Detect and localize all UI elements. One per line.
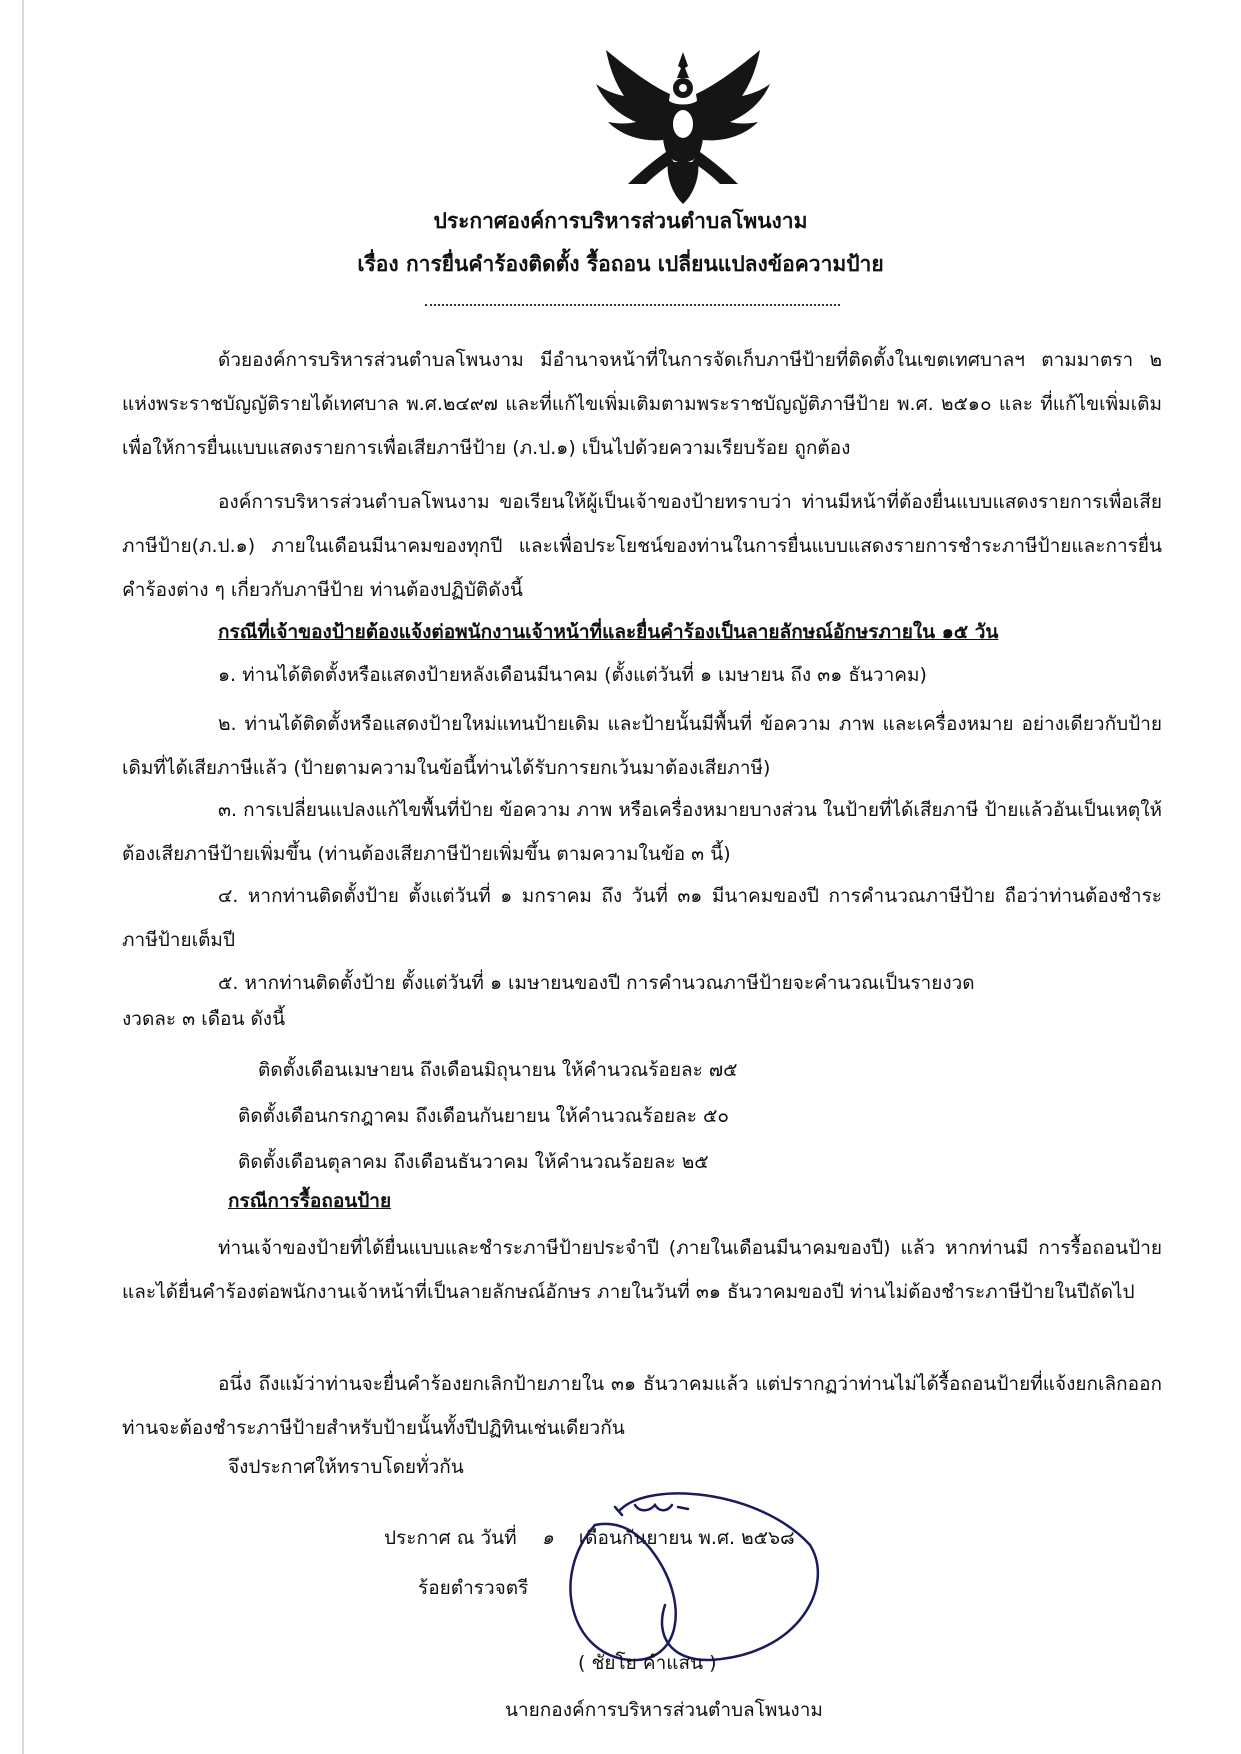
announcement-subject: เรื่อง การยื่นคำร้องติดตั้ง รื้อถอน เปลี่ยนแปลงข้อความป้าย <box>357 252 884 276</box>
item-4-text: ๔. หากท่านติดตั้งป้าย ตั้งแต่วันที่ ๑ มกราคม ถึง วันที่ ๓๑ มีนาคมของปี การคำนวณภาษีป้าย ถือว่าท่านต้องชำระภาษีป้ายเต็มปี <box>122 885 1162 951</box>
item-4 <box>122 874 1162 962</box>
dotted-divider <box>425 290 840 306</box>
paragraph-3-text: ท่านเจ้าของป้ายที่ได้ยื่นแบบและชำระภาษีป้ายประจำปี (ภายในเดือนมีนาคมของปี) แล้ว หากท่านมี การรื้อถอนป้ายและได้ยื่นคำร้องต่อพนักงานเจ้าหน้าที่เป็นลายลักษณ์อักษร ภายในวันที่ ๓๑ ธันวาคมของปี ท่านไม่ต้องชำระภาษีป้ายในปีถัดไป <box>122 1237 1162 1303</box>
paragraph-2-text: องค์การบริหารส่วนตำบลโพนงาม ขอเรียนให้ผู้เป็นเจ้าของป้ายทราบว่า ท่านมีหน้าที่ต้องยื่นแบบแสดงรายการเพื่อเสียภาษีป้าย(ภ.ป.๑) ภายในเดือนมีนาคมของทุกปี และเพื่อประโยชน์ของท่านในการยื่นแบบแสดงรายการชำระภาษีป้ายและการยื่นคำร้องต่าง ๆ เกี่ยวกับภาษีป้าย ท่านต้องปฏิบัติดังนี้ <box>122 491 1162 601</box>
heading-notify-within-15-days: กรณีที่เจ้าของป้ายต้องแจ้งต่อพนักงานเจ้าหน้าที่และยื่นคำร้องเป็นลายลักษณ์อักษรภายใน ๑๕ วัน <box>218 621 999 643</box>
signatory-name: ( ชัยโย คำแสน ) <box>578 1652 717 1674</box>
paragraph-1 <box>122 338 1162 470</box>
item-5-line-2: งวดละ ๓ เดือน ดังนี้ <box>122 1008 286 1030</box>
closing-statement: จึงประกาศให้ทราบโดยทั่วกัน <box>228 1456 464 1478</box>
heading-sign-removal: กรณีการรื้อถอนป้าย <box>228 1190 392 1212</box>
rate-april-june: ติดตั้งเดือนเมษายน ถึงเดือนมิถุนายน ให้คำนวณร้อยละ ๗๕ <box>258 1059 738 1081</box>
rate-july-september: ติดตั้งเดือนกรกฎาคม ถึงเดือนกันยายน ให้คำนวณร้อยละ ๕๐ <box>238 1105 729 1127</box>
paragraph-4-text: อนึ่ง ถึงแม้ว่าท่านจะยื่นคำร้องยกเลิกป้ายภายใน ๓๑ ธันวาคมแล้ว แต่ปรากฏว่าท่านไม่ได้รื้อถอนป้ายที่แจ้งยกเลิกออก ท่านจะต้องชำระภาษีป้ายสำหรับป้ายนั้นทั้งปีปฏิทินเช่นเดียวกัน <box>122 1373 1162 1439</box>
paragraph-4 <box>122 1362 1162 1450</box>
garuda-emblem-icon <box>588 44 778 209</box>
signatory-rank: ร้อยตำรวจตรี <box>418 1577 529 1599</box>
signatory-position: นายกองค์การบริหารส่วนตำบลโพนงาม <box>505 1699 823 1721</box>
item-1: ๑. ท่านได้ติดตั้งหรือแสดงป้ายหลังเดือนมีนาคม (ตั้งแต่วันที่ ๑ เมษายน ถึง ๓๑ ธันวาคม) <box>218 664 927 686</box>
item-5-line-1: ๕. หากท่านติดตั้งป้าย ตั้งแต่วันที่ ๑ เมษายนของปี การคำนวณภาษีป้ายจะคำนวณเป็นรายงวด <box>218 972 975 994</box>
date-day-handwritten: ๑ <box>541 1527 554 1549</box>
paragraph-2 <box>122 480 1162 612</box>
announcement-title: ประกาศองค์การบริหารส่วนตำบลโพนงาม <box>433 209 808 233</box>
rate-october-december: ติดตั้งเดือนตุลาคม ถึงเดือนธันวาคม ให้คำนวณร้อยละ ๒๕ <box>238 1151 709 1173</box>
paragraph-3 <box>122 1226 1162 1314</box>
paragraph-1-text: ด้วยองค์การบริหารส่วนตำบลโพนงาม มีอำนาจหน้าที่ในการจัดเก็บภาษีป้ายที่ติดตั้งในเขตเทศบาลฯ ตามมาตรา ๒ แห่งพระราชบัญญัติรายได้เทศบาล พ.ศ.๒๔๙๗ และที่แก้ไขเพิ่มเติมตามพระราชบัญญัติภาษีป้าย พ.ศ. ๒๕๑๐ และ ที่แก้ไขเพิ่มเติม เพื่อให้การยื่นแบบแสดงรายการเพื่อเสียภาษีป้าย (ภ.ป.๑) เป็นไปด้วยความเรียบร้อย ถูกต้อง <box>122 349 1162 459</box>
item-3 <box>122 788 1162 876</box>
item-2 <box>122 702 1162 790</box>
date-prefix: ประกาศ ณ วันที่ <box>384 1527 517 1549</box>
item-2-text: ๒. ท่านได้ติดตั้งหรือแสดงป้ายใหม่แทนป้ายเดิม และป้ายนั้นมีพื้นที่ ข้อความ ภาพ และเครื่องหมาย อย่างเดียวกับป้ายเดิมที่ได้เสียภาษีแล้ว (ป้ายตามความในข้อนี้ท่านได้รับการยกเว้นมาต้องเสียภาษี) <box>122 713 1162 779</box>
handwritten-signature <box>560 1485 830 1665</box>
item-3-text: ๓. การเปลี่ยนแปลงแก้ไขพื้นที่ป้าย ข้อความ ภาพ หรือเครื่องหมายบางส่วน ในป้ายที่ได้เสียภาษี ป้ายแล้วอันเป็นเหตุให้ต้องเสียภาษีป้ายเพิ่มขึ้น (ท่านต้องเสียภาษีป้ายเพิ่มขึ้น ตามความในข้อ ๓ นี้) <box>122 799 1162 865</box>
date-month-year: เดือนกันยายน พ.ศ. ๒๕๖๘ <box>578 1527 795 1549</box>
